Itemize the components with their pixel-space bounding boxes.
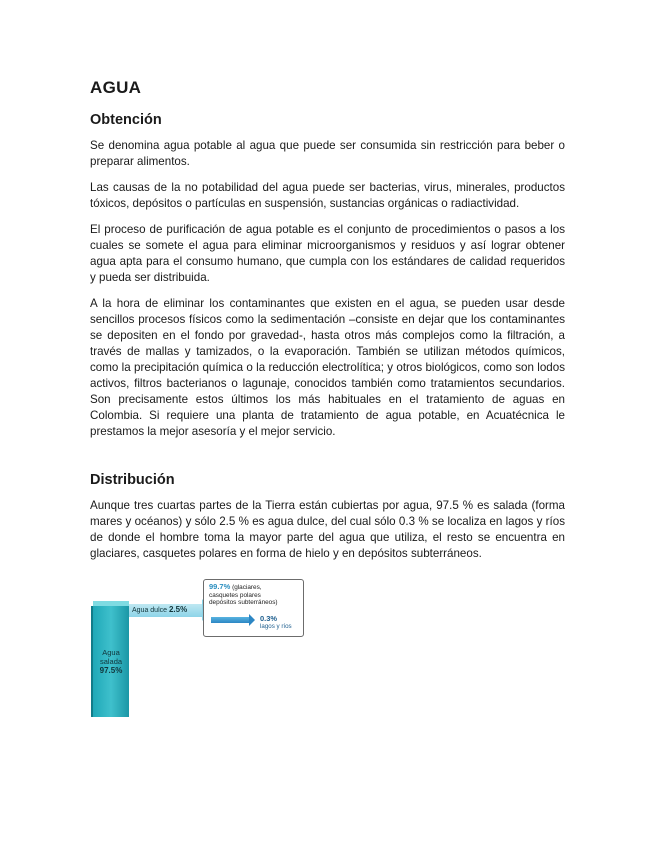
fresh-water-breakdown-box	[203, 579, 304, 637]
glacier-info: 99.7% (glaciares, casquetes polares depósitos subterráneos)	[209, 582, 278, 606]
fresh-water-percentage: 2.5%	[168, 605, 188, 614]
glacier-percentage: 99.7%	[209, 582, 231, 591]
lakes-label: lagos y ríos	[260, 623, 292, 630]
document-page	[90, 78, 565, 726]
section-heading-distribucion: Distribución	[90, 472, 175, 488]
lakes-percentage: 0.3%	[260, 614, 278, 623]
lakes-arrow-head	[249, 614, 255, 626]
lakes-arrow	[211, 617, 249, 623]
paragraph: Aunque tres cuartas partes de la Tierra están cubiertas por agua, 97.5 % es salada (forma mares y océanos) y sólo 2.5 % es agua dulce, del cual sólo 0.3 % se localiza en lagos y ríos de donde el hombre toma la mayor parte del agua que utiliza, el resto se encuentra en glaciares, casquetes polares en forma de hielo y en depósitos subterráneos.	[90, 499, 565, 560]
paragraph: Las causas de la no potabilidad del agua puede ser bacterias, virus, minerales, productos tóxicos, depósitos o partículas en suspensión, sustancias orgánicas o radiactividad.	[90, 181, 565, 210]
paragraph: A la hora de eliminar los contaminantes que existen en el agua, se pueden usar desde sencillos procesos físicos como la sedimentación –consiste en dejar que los contaminantes se depositen en el fondo por gravedad-, hasta otros más complejos como la filtración, a través de mallas y tamizados, o la evaporación. También se utilizan métodos químicos, como la precipitación química o la reducción electrolítica; y otros biológicos, como son lodos activos, filtros bacterianos o lagunaje, conocidos también como tratamientos secundarios. Son precisamente estos últimos los más habituales en el tratamiento de aguas en Colombia. Si requiere una planta de tratamiento de agua potable, en Acuatécnica le prestamos la mejor asesoría y el mejor servicio.	[90, 297, 565, 438]
water-distribution-infographic	[90, 576, 330, 726]
salt-water-percentage: 97.5%	[99, 666, 123, 675]
paragraph: Se denomina agua potable al agua que puede ser consumida sin restricción para beber o preparar alimentos.	[90, 139, 565, 168]
paragraph: El proceso de purificación de agua potable es el conjunto de procedimientos o pasos a los cuales se somete el agua para eliminar microorganismos y residuos y así lograr obtener agua apta para el consumo humano, que cumpla con los estándares de calidad requeridos y pueda ser distribuida.	[90, 223, 565, 284]
salt-water-label: Agua salada 97.5%	[93, 648, 129, 675]
section-heading-obtencion: Obtención	[90, 112, 162, 128]
document-title: AGUA	[90, 78, 142, 97]
fresh-water-label: Agua dulce 2.5%	[132, 605, 188, 614]
